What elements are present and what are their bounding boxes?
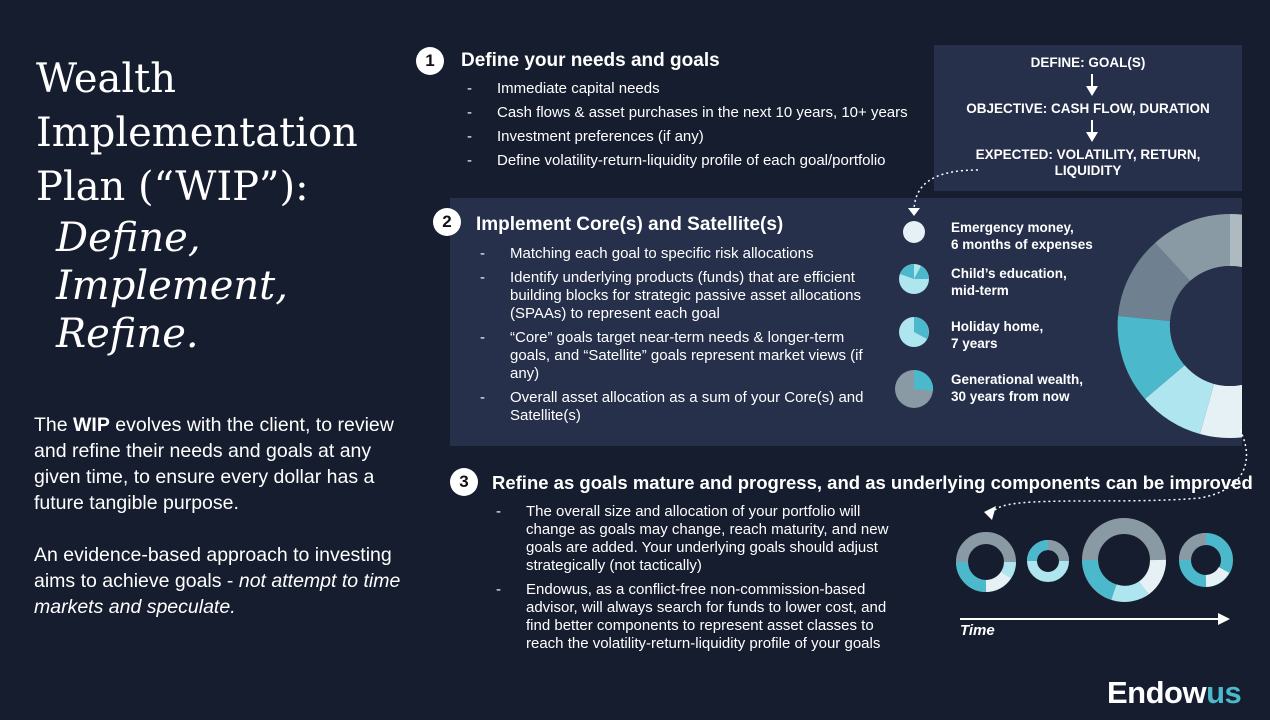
list-item: - Overall asset allocation as a sum of your Core(s) and Satellite(s) — [480, 389, 870, 425]
step-number-3: 3 — [450, 468, 478, 496]
arrow-down-icon — [1084, 74, 1100, 98]
step2-list — [480, 245, 870, 431]
flow-objective: OBJECTIVE: CASH FLOW, DURATION — [966, 101, 1210, 116]
wip-description — [34, 412, 414, 516]
step3-heading: Refine as goals mature and progress, and as underlying components can be improved — [492, 472, 1253, 493]
goal-label: Emergency money, — [951, 220, 1074, 235]
title-italic-line: Define, — [56, 215, 201, 261]
donut-2 — [1032, 545, 1064, 577]
goal-label: Generational wealth, — [951, 372, 1084, 387]
page-title — [36, 52, 358, 358]
list-item: - Define volatility-return-liquidity profile of each goal/portfolio — [467, 152, 937, 170]
goal-sublabel: 30 years from now — [951, 389, 1070, 404]
step3-list — [496, 503, 906, 659]
list-item: - Matching each goal to specific risk allocations — [480, 245, 870, 263]
desc2-text: An evidence-based approach to investing aims to achieve goals - — [34, 544, 392, 592]
title-italic-line: Refine. — [56, 311, 199, 357]
title-italic-line: Implement, — [56, 263, 288, 309]
donut-1 — [962, 538, 1010, 586]
flow-expected-liquidity: LIQUIDITY — [1054, 163, 1122, 178]
step2-heading: Implement Core(s) and Satellite(s) — [476, 214, 784, 235]
goal-sublabel: 6 months of expenses — [951, 237, 1093, 252]
step-number-1: 1 — [416, 47, 444, 75]
time-label: Time — [960, 622, 995, 639]
list-item: - Endowus, as a conflict-free non-commission-based advisor, will always search for funds to lower cost, and find better components to represent asset classes to reach the volatility-return-liquidity profile of your goals — [496, 581, 906, 653]
title-line: Wealth — [36, 56, 176, 102]
list-item: - Investment preferences (if any) — [467, 128, 937, 146]
goal-label: Holiday home, — [951, 319, 1044, 334]
goal-sublabel: mid-term — [951, 283, 1009, 298]
flow-define: DEFINE: GOAL(S) — [1030, 55, 1146, 70]
step1-list — [467, 80, 937, 176]
list-item: - “Core” goals target near-term needs & longer-term goals, and “Satellite” goals represent market views (if any) — [480, 329, 870, 383]
desc2-italic: not attempt to time markets and speculate. — [34, 570, 401, 618]
desc-text: evolves with the client, to review and refine their needs and goals at any given time, to ensure every dollar has a future tangible purpose. — [34, 414, 394, 514]
endowus-logo — [1107, 675, 1241, 711]
donut-4 — [1185, 539, 1227, 581]
logo-text-accent: us — [1206, 675, 1242, 710]
step-number-2: 2 — [433, 208, 461, 236]
logo-text: Endow — [1107, 675, 1207, 710]
arrow-down-icon — [1084, 120, 1100, 144]
goal-label: Child’s education, — [951, 266, 1067, 281]
donut-3 — [1090, 526, 1158, 594]
list-item: - Cash flows & asset purchases in the next 10 years, 10+ years — [467, 104, 937, 122]
title-line: Plan (“WIP”): — [36, 164, 309, 210]
step1-heading: Define your needs and goals — [461, 50, 720, 71]
desc-bold: WIP — [73, 414, 110, 436]
title-line: Implementation — [36, 110, 358, 156]
desc-text: The — [34, 414, 74, 436]
list-item: - The overall size and allocation of your portfolio will change as goals may change, reach maturity, and new goals are added. Your underlying goals should adjust strategically (not tactically) — [496, 503, 906, 575]
approach-description — [34, 542, 414, 620]
arrow-right-icon — [1218, 613, 1230, 625]
list-item: - Identify underlying products (funds) that are efficient building blocks for strategic passive asset allocations (SPAAs) to represent each goal — [480, 269, 870, 323]
flow-expected: EXPECTED: VOLATILITY, RETURN, — [975, 147, 1201, 162]
list-item: - Immediate capital needs — [467, 80, 937, 98]
goal-sublabel: 7 years — [951, 336, 998, 351]
